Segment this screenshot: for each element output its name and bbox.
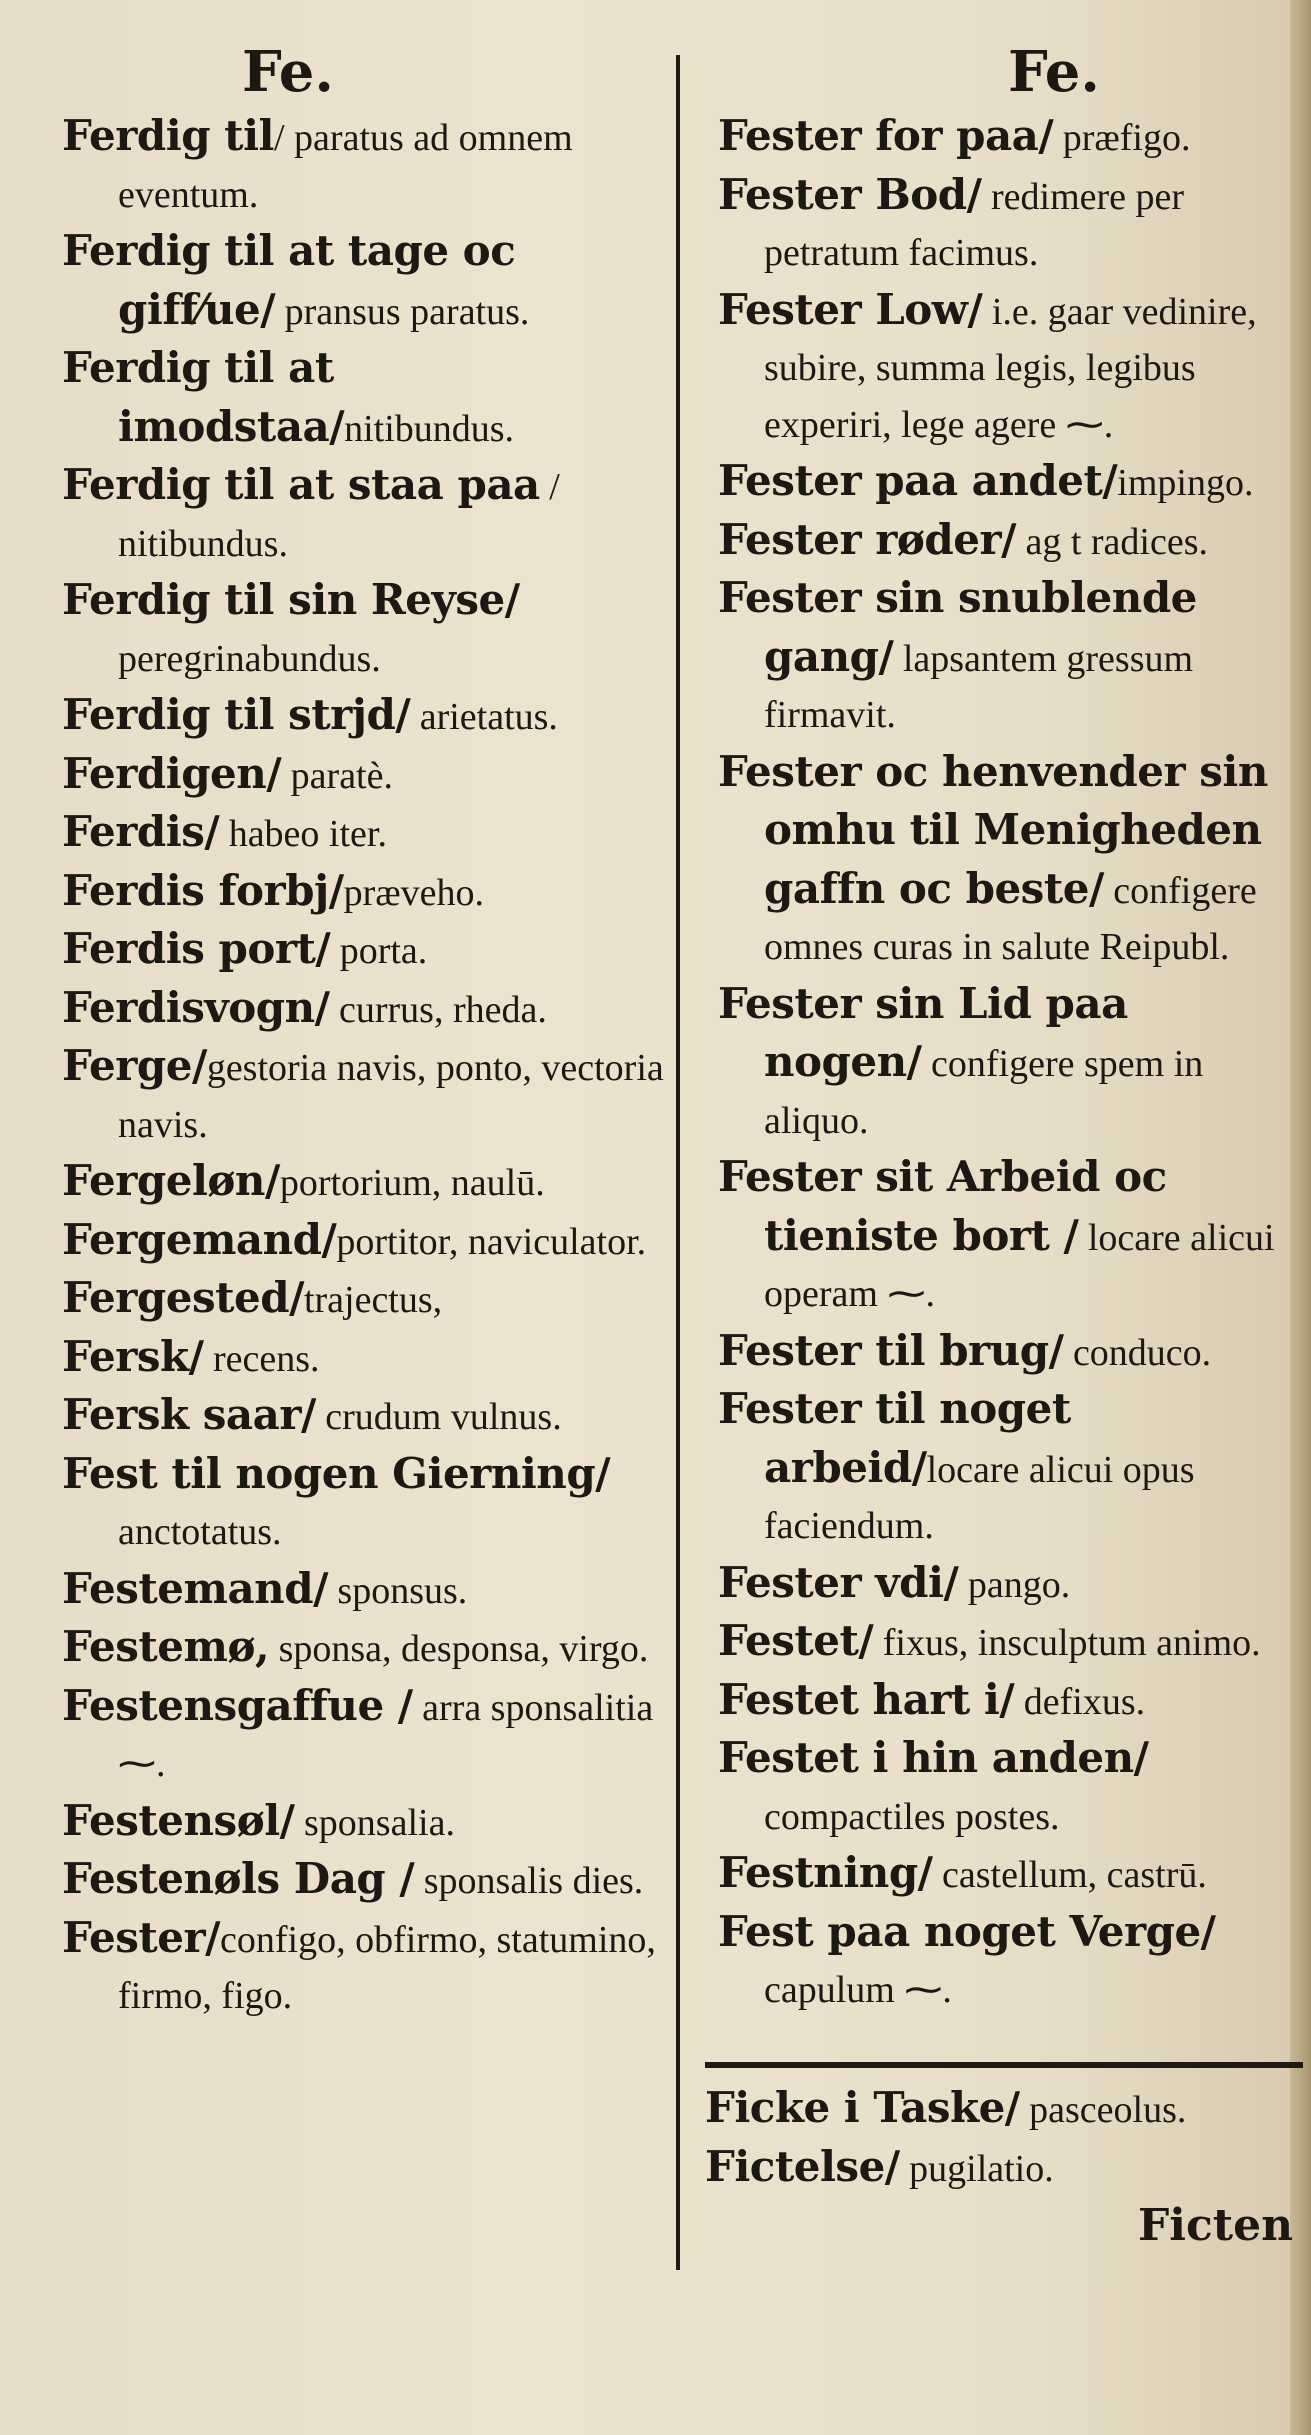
dictionary-entry (718, 1730, 1298, 1845)
dictionary-entry (62, 1910, 672, 2025)
dictionary-entry (62, 1446, 672, 1561)
entry-definition: recens. (203, 1337, 320, 1380)
entry-definition: præfigo. (1053, 117, 1191, 159)
entry-definition: locare alicui opus faciendum. (764, 1448, 1195, 1547)
entry-headword: Fester sin Lid paa nogen/ (718, 978, 1128, 1086)
dictionary-entry (718, 976, 1298, 1150)
entry-definition: crudum vulnus. (315, 1396, 562, 1438)
entry-definition: redimere per petratum facimus. (764, 175, 1185, 274)
entry-definition: anctotatus. (118, 1511, 282, 1553)
entry-definition: lapsantem gressum firmavit. (764, 637, 1194, 736)
entry-definition: impingo. (1117, 462, 1254, 504)
entry-definition: porta. (330, 930, 428, 972)
entry-headword: Fester paa andet/ (718, 456, 1118, 505)
entry-definition: defixus. (1014, 1680, 1146, 1723)
entry-definition: sponsa, desponsa, virgo. (269, 1628, 649, 1670)
entry-headword: Fester oc henvender sin omhu til Menigheden gaffn oc beste/ (718, 746, 1268, 913)
entry-headword: Fester for paa/ (718, 111, 1054, 160)
dictionary-entry (718, 167, 1298, 282)
entry-definition: portorium, naulū. (279, 1162, 545, 1204)
entry-definition: configere spem in aliquo. (764, 1043, 1204, 1142)
entry-headword: Fester/ (62, 1912, 220, 1962)
column-divider (676, 55, 680, 2270)
entry-headword: Fester vdi/ (718, 1557, 959, 1607)
entry-definition: castellum, castrū. (932, 1854, 1207, 1896)
dictionary-entry (62, 1329, 672, 1388)
entry-definition: compactiles postes. (764, 1795, 1060, 1838)
entry-definition: peregrinabundus. (118, 637, 381, 680)
dictionary-entry (718, 282, 1298, 454)
entry-headword: Fester Bod/ (718, 169, 982, 219)
entry-headword: Fester til brug/ (718, 1325, 1064, 1375)
entry-definition: / paratus ad omnem eventum. (118, 117, 573, 216)
dictionary-entry (718, 1323, 1298, 1382)
entry-headword: Fester til noget arbeid/ (718, 1384, 1071, 1492)
entry-headword: Festemand/ (62, 1563, 328, 1613)
dictionary-entry (62, 1619, 672, 1678)
dictionary-entry (62, 1851, 672, 1910)
entry-headword: Festning/ (718, 1848, 933, 1897)
dictionary-entry (62, 340, 672, 457)
entry-headword: Ferdis forbj/ (62, 865, 344, 915)
dictionary-entry (62, 921, 672, 980)
dictionary-entry (705, 2080, 1305, 2139)
entry-headword: Fersk/ (62, 1331, 204, 1381)
entry-definition: configere omnes curas in salute Reipubl. (764, 869, 1257, 968)
entry-headword: Fergeløn/ (62, 1156, 280, 1205)
dictionary-entry (62, 746, 672, 805)
left-column-header: Fe. (242, 39, 334, 105)
dictionary-entry (718, 453, 1298, 512)
entry-headword: Fergested/ (62, 1273, 304, 1322)
right-column (718, 40, 1298, 2019)
dictionary-entry (718, 570, 1298, 744)
dictionary-entry (62, 804, 672, 863)
dictionary-entry (62, 108, 672, 223)
entry-definition: gestoria navis, ponto, vectoria navis. (118, 1047, 664, 1146)
entry-definition: / nitibundus. (118, 466, 560, 565)
dictionary-entry (718, 1672, 1298, 1731)
entry-definition: arietatus. (410, 696, 558, 738)
entry-definition: trajectus, (303, 1279, 443, 1321)
entry-definition: portitor, naviculator. (336, 1220, 647, 1263)
entry-headword: Ferdig til sin Reyse/ (62, 575, 520, 624)
dictionary-entry (62, 572, 672, 687)
dictionary-entry (62, 223, 672, 340)
left-entry-list (62, 108, 672, 2025)
entry-definition: capulum ⁓. (764, 1969, 952, 2011)
dictionary-entry (62, 457, 672, 572)
entry-definition: i.e. gaar vedinire, subire, summa legis, legibus experiri, lege agere ⁓. (764, 290, 1257, 446)
entry-headword: Fester Low/ (718, 284, 983, 334)
entry-headword: Ferdisvogn/ (62, 982, 330, 1032)
entry-headword: Ferdis/ (62, 807, 220, 856)
entry-definition: conduco. (1063, 1331, 1212, 1374)
dictionary-entry (62, 1038, 672, 1153)
entry-headword: Fester sin snublende gang/ (718, 573, 1197, 681)
entry-headword: Festemø, (62, 1622, 270, 1671)
entry-definition: pango. (958, 1563, 1071, 1606)
catchword: Ficten (1138, 2200, 1294, 2251)
entry-definition: nitibundus. (344, 407, 515, 450)
dictionary-entry (718, 1613, 1298, 1672)
entry-definition: pasceolus. (1019, 2089, 1187, 2131)
entry-definition: pugilatio. (899, 2147, 1054, 2190)
dictionary-entry (62, 687, 672, 746)
after-rule-entry-list (705, 2080, 1305, 2197)
dictionary-entry (62, 1153, 672, 1212)
entry-headword: Fest til nogen Gierning/ (62, 1448, 611, 1498)
entry-headword: Ferdis port/ (62, 924, 331, 973)
entry-headword: Festet hart i/ (718, 1674, 1015, 1724)
entry-headword: Festet/ (718, 1616, 874, 1665)
right-column-after-rule (705, 2080, 1305, 2197)
right-entry-list (718, 108, 1298, 2019)
entry-definition: sponsalis dies. (414, 1860, 644, 1902)
dictionary-entry (62, 1387, 672, 1446)
entry-headword: Festet i hin anden/ (718, 1733, 1149, 1782)
dictionary-entry (718, 512, 1298, 571)
entry-headword: Fester sit Arbeid oc tieniste bort / (718, 1152, 1167, 1260)
entry-headword: Fester røder/ (718, 514, 1016, 564)
entry-headword: Festensøl/ (62, 1795, 295, 1845)
dictionary-entry (718, 1555, 1298, 1614)
left-column (62, 40, 672, 2025)
dictionary-entry (718, 744, 1298, 976)
dictionary-entry (718, 1845, 1298, 1904)
dictionary-entry (62, 980, 672, 1039)
entry-headword: Festenøls Dag / (62, 1854, 415, 1903)
dictionary-entry (718, 1381, 1298, 1555)
entry-headword: Ferge/ (62, 1041, 207, 1090)
entry-headword: Fergemand/ (62, 1214, 337, 1264)
entry-definition: fixus, insculptum animo. (873, 1622, 1261, 1664)
entry-definition: arra sponsalitia ⁓. (118, 1686, 654, 1785)
dictionary-entry (718, 1904, 1298, 2019)
dictionary-entry (62, 1561, 672, 1620)
entry-definition: sponsus. (327, 1569, 468, 1612)
entry-headword: Ficke i Taske/ (705, 2083, 1020, 2132)
dictionary-entry (705, 2139, 1305, 2198)
dictionary-entry (62, 1212, 672, 1271)
entry-definition: currus, rheda. (329, 988, 547, 1031)
right-column-header: Fe. (1008, 40, 1100, 105)
dictionary-entry (62, 1270, 672, 1329)
entry-definition: habeo iter. (219, 813, 387, 855)
entry-definition: pransus paratus. (275, 290, 530, 333)
section-rule (705, 2062, 1303, 2068)
entry-definition: præveho. (343, 871, 484, 914)
entry-headword: Fersk saar/ (62, 1390, 316, 1439)
entry-headword: Ferdig til (62, 111, 274, 160)
entry-headword: Ferdigen/ (62, 748, 282, 798)
entry-headword: Festensgaffue / (62, 1680, 413, 1730)
dictionary-entry (718, 108, 1298, 167)
entry-headword: Ferdig til at imodstaa/ (62, 343, 345, 451)
entry-definition: sponsalia. (294, 1801, 455, 1844)
entry-headword: Ferdig til at staa paa (62, 460, 540, 509)
dictionary-entry (62, 863, 672, 922)
entry-headword: Fictelse/ (705, 2141, 900, 2191)
entry-definition: configo, obfirmo, statumino, firmo, figo. (118, 1918, 656, 2017)
entry-definition: paratè. (281, 754, 393, 797)
entry-definition: ag t radices. (1015, 520, 1208, 563)
entry-headword: Ferdig til at tage oc giff⁄ue/ (62, 226, 516, 334)
dictionary-entry (62, 1678, 672, 1793)
entry-definition: locare alicui operam ⁓. (764, 1216, 1275, 1315)
entry-headword: Ferdig til strjd/ (62, 690, 411, 739)
dictionary-entry (718, 1149, 1298, 1323)
entry-headword: Fest paa noget Verge/ (718, 1906, 1216, 1956)
dictionary-entry (62, 1793, 672, 1852)
